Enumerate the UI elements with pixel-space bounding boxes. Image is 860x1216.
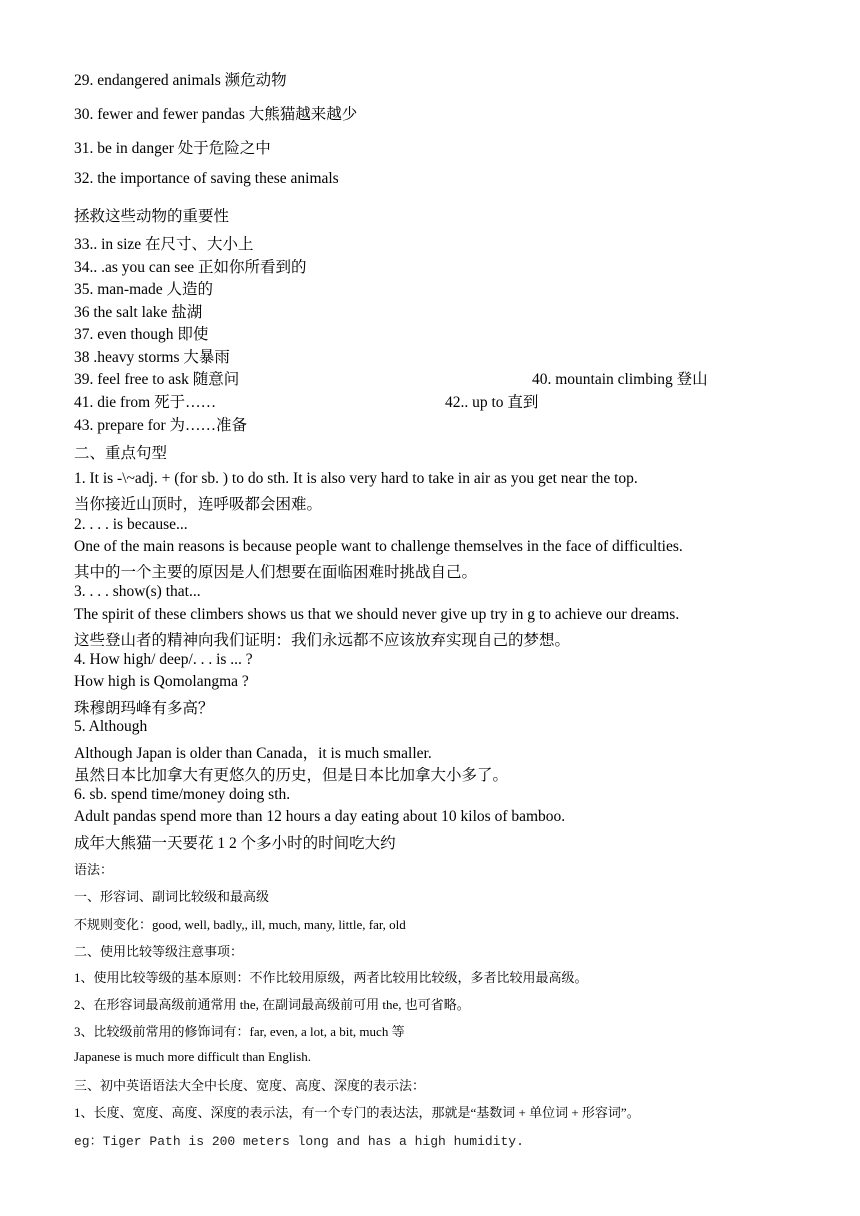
phrase-37: 37. even though 即使 — [74, 326, 209, 343]
sentence-3-translation: 这些登山者的精神向我们证明：我们永远都不应该放弃实现自己的梦想。 — [74, 632, 571, 649]
phrase-40: 40. mountain climbing 登山 — [532, 371, 708, 388]
sentence-4-translation: 珠穆朗玛峰有多高？ — [74, 700, 214, 717]
phrase-30: 30. fewer and fewer pandas 大熊猫越来越少 — [74, 106, 358, 123]
sentence-6-example: Adult pandas spend more than 12 hours a day eating about 10 kilos of bamboo. — [74, 808, 566, 825]
grammar-example-2: eg：Tiger Path is 200 meters long and has a high humidity. — [74, 1134, 524, 1149]
sentence-5-example: Although Japan is older than Canada，it is much smaller. — [74, 745, 432, 762]
sentence-1-pattern: 1. It is -\~adj. + (for sb. ) to do sth. It is also very hard to take in air as you get near the top. — [74, 470, 638, 487]
grammar-rule-3: 3、比较级前常用的修饰词有：far, even, a lot, a bit, much 等 — [74, 1024, 405, 1039]
grammar-rule-4: 1、长度、宽度、高度、深度的表示法，有一个专门的表达法，那就是“基数词 + 单位词 + 形容词”。 — [74, 1105, 640, 1120]
sentence-4-example: How high is Qomolangma ? — [74, 673, 249, 690]
grammar-heading-2: 二、使用比较等级注意事项： — [74, 944, 244, 959]
sentence-2-pattern: 2. . . . is because... — [74, 516, 188, 533]
phrase-38: 38 .heavy storms 大暴雨 — [74, 349, 230, 366]
grammar-rule-1: 1、使用比较等级的基本原则：不作比较用原级，两者比较用比较级，多者比较用最高级。 — [74, 970, 588, 985]
grammar-title: 语法： — [74, 862, 114, 877]
phrase-43: 43. prepare for 为……准备 — [74, 417, 248, 434]
sentence-1-translation: 当你接近山顶时，连呼吸都会困难。 — [74, 496, 323, 513]
grammar-irregular-forms: 不规则变化：good, well, badly,, ill, much, many, little, far, old — [74, 917, 406, 932]
sentence-2-translation: 其中的一个主要的原因是人们想要在面临困难时挑战自己。 — [74, 564, 478, 581]
phrase-33: 33.. in size 在尺寸、大小上 — [74, 236, 254, 253]
grammar-rule-2: 2、在形容词最高级前通常用 the, 在副词最高级前可用 the, 也可省略。 — [74, 997, 470, 1012]
sentence-5-pattern: 5. Although — [74, 718, 148, 735]
sentence-3-example: The spirit of these climbers shows us that we should never give up try in g to achieve our dreams. — [74, 606, 680, 623]
grammar-example-1: Japanese is much more difficult than English. — [74, 1049, 311, 1064]
sentence-3-pattern: 3. . . . show(s) that... — [74, 583, 201, 600]
sentence-4-pattern: 4. How high/ deep/. . . is ... ? — [74, 651, 253, 668]
phrase-32-translation: 拯救这些动物的重要性 — [74, 208, 230, 225]
phrase-32: 32. the importance of saving these animals — [74, 170, 339, 187]
sentence-5-translation: 虽然日本比加拿大有更悠久的历史，但是日本比加拿大小多了。 — [74, 767, 509, 784]
grammar-heading-1: 一、形容词、副词比较级和最高级 — [74, 889, 270, 904]
sentence-6-pattern: 6. sb. spend time/money doing sth. — [74, 786, 291, 803]
phrase-36: 36 the salt lake 盐湖 — [74, 304, 203, 321]
phrase-42: 42.. up to 直到 — [445, 394, 539, 411]
grammar-heading-3: 三、初中英语语法大全中长度、宽度、高度、深度的表示法： — [74, 1078, 426, 1093]
phrase-39: 39. feel free to ask 随意问 — [74, 371, 240, 388]
phrase-29: 29. endangered animals 濒危动物 — [74, 72, 287, 89]
sentence-6-translation: 成年大熊猫一天要花 1 2 个多小时的时间吃大约 — [74, 835, 396, 852]
phrase-34: 34.. .as you can see 正如你所看到的 — [74, 259, 307, 276]
sentence-2-example: One of the main reasons is because people want to challenge themselves in the face of difficulties. — [74, 538, 683, 555]
phrase-41: 41. die from 死于…… — [74, 394, 217, 411]
section-heading-sentences: 二、重点句型 — [74, 445, 168, 462]
phrase-31: 31. be in danger 处于危险之中 — [74, 140, 271, 157]
phrase-35: 35. man-made 人造的 — [74, 281, 214, 298]
